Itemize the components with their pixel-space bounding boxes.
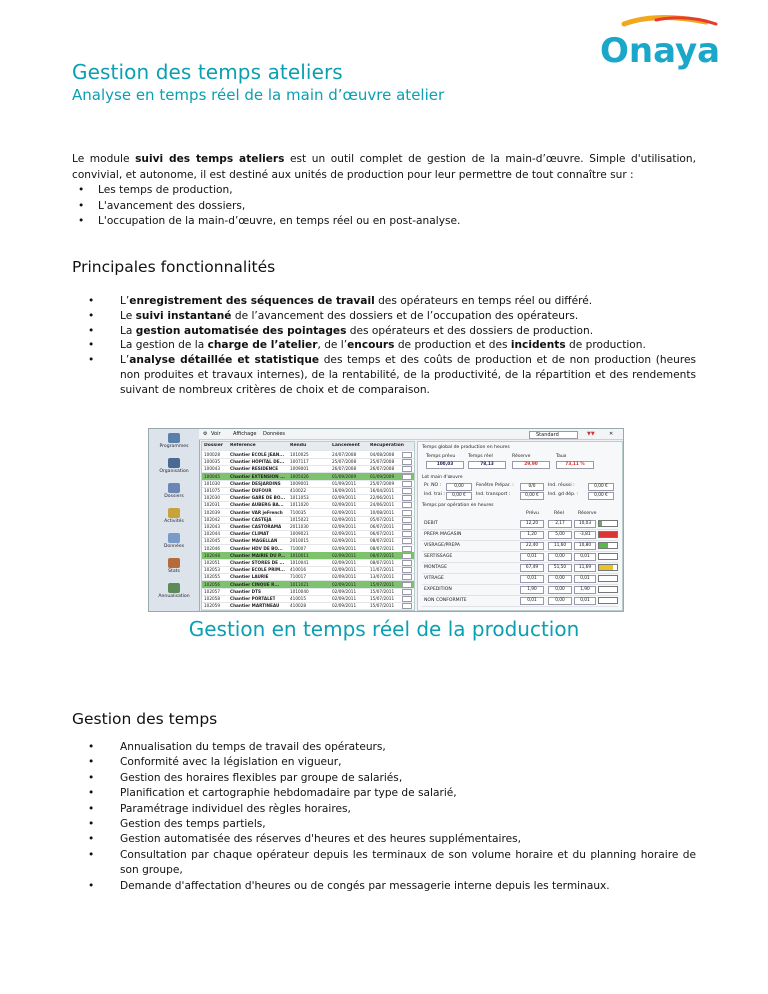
row-checkbox[interactable] (402, 474, 412, 480)
operation-reel: 5,00 (548, 531, 572, 539)
row-checkbox[interactable] (402, 531, 412, 537)
table-cell: 1015021 (290, 516, 309, 522)
global-value: 29,90 (512, 461, 550, 469)
temps-list (96, 740, 696, 894)
table-cell: Chantier EXTENSION ... (230, 473, 285, 479)
table-cell: 02/09/2011 (332, 545, 357, 551)
row-checkbox[interactable] (402, 452, 412, 458)
operation-row[interactable] (422, 585, 618, 596)
progress-gauge (598, 542, 618, 549)
row-checkbox[interactable] (402, 567, 412, 573)
table-cell: 24/07/2008 (332, 452, 357, 457)
operation-reel: 0,00 (548, 575, 572, 583)
filter-icon[interactable]: ▼▼ (587, 431, 595, 437)
global-value: 100,03 (426, 461, 464, 469)
table-cell: 102046 (204, 545, 220, 551)
table-cell: 1010040 (290, 588, 309, 594)
table-cell: 2010015 (290, 538, 309, 544)
table-cell: 102039 (204, 509, 220, 515)
table-cell: 02/09/2011 (332, 509, 357, 515)
sidebar-item-label: Annualisation (158, 594, 190, 599)
column-header[interactable]: Rendu (290, 443, 307, 448)
table-cell: Chantier ECOLE JEAN... (230, 452, 285, 457)
operation-name: EXPEDITION (424, 587, 452, 592)
operation-prevu: 12,20 (520, 520, 544, 528)
view-select[interactable]: Standard (529, 431, 578, 439)
operation-prevu: 0,01 (520, 575, 544, 583)
table-cell: 10/08/2011 (370, 509, 395, 515)
sidebar-item-dossiers[interactable] (155, 483, 193, 499)
table-cell: 1010025 (290, 452, 309, 457)
operation-reel: 51,50 (548, 564, 572, 572)
table-cell: 1007117 (290, 459, 309, 465)
table-cell: 1009001 (290, 466, 309, 472)
table-cell: 24/06/2011 (370, 502, 395, 508)
table-cell: 25/07/2008 (370, 459, 395, 465)
activités-icon (168, 508, 180, 518)
table-cell: 1009001 (290, 480, 309, 486)
table-cell: Chantier GARE DE BO... (230, 495, 286, 501)
table-cell: Chantier CINQUE R... (230, 581, 280, 587)
ops-col-label: Réel (554, 511, 564, 516)
table-cell: 102043 (204, 524, 220, 529)
row-checkbox[interactable] (402, 596, 412, 602)
table-cell: 15/07/2011 (370, 596, 395, 601)
table-cell: 08/07/2011 (370, 545, 395, 551)
ops-col-label: Prévu (526, 511, 539, 516)
table-cell: 02/09/2011 (332, 495, 357, 501)
operation-reserve: 1,90 (574, 586, 596, 594)
table-cell: 08/07/2011 (370, 552, 395, 558)
table-cell: 102053 (204, 567, 220, 573)
feature-item: • La gestion automatisée des pointages des opérateurs et des dossiers de production. (96, 324, 696, 339)
table-cell: 100043 (204, 466, 220, 472)
table-cell: 102057 (204, 588, 220, 594)
table-cell: 102031 (204, 502, 220, 508)
operation-row[interactable] (422, 541, 618, 552)
progress-fill (599, 543, 608, 548)
table-cell: 04/08/2008 (370, 452, 395, 457)
dossier-grid (201, 441, 415, 611)
hours-value: 0,00 € (520, 492, 544, 500)
row-checkbox[interactable] (402, 510, 412, 516)
table-cell: 02/09/2011 (332, 588, 357, 594)
menu-affichage[interactable]: Affichage (233, 431, 257, 437)
row-checkbox[interactable] (402, 481, 412, 487)
operation-reel: 0,00 (548, 586, 572, 594)
operation-reel: 2,17 (548, 520, 572, 528)
progress-gauge (598, 531, 618, 538)
table-cell: 02/09/2011 (332, 531, 357, 537)
row-checkbox[interactable] (402, 560, 412, 566)
table-cell: 1010041 (290, 560, 309, 565)
page-title: Gestion des temps ateliers (72, 60, 343, 84)
table-cell: Chantier DTS (230, 588, 262, 594)
row-checkbox[interactable] (402, 546, 412, 552)
operation-reel: 11,60 (548, 542, 572, 550)
table-cell: 15/07/2011 (370, 603, 395, 609)
table-cell: 1011021 (290, 581, 309, 587)
home-icon: ⚙ (203, 431, 208, 437)
row-checkbox[interactable] (402, 574, 412, 580)
table-cell: 102056 (204, 581, 220, 587)
sidebar-item-label: Activités (164, 519, 184, 524)
operation-reserve: 0,01 (574, 553, 596, 561)
stats-icon (168, 558, 180, 568)
row-checkbox[interactable] (402, 589, 412, 595)
sidebar-item-label: Programmes (159, 444, 189, 449)
table-cell: 02/09/2011 (332, 538, 357, 544)
sidebar-item-annualisation[interactable] (155, 583, 193, 599)
operation-name: VISRAGE/PREPA (424, 543, 460, 548)
hours-title: Lot main d'œuvre (422, 475, 463, 480)
operation-name: SERTISSAGE (424, 554, 453, 559)
hours-label: Pr. NO : (424, 483, 442, 488)
hours-label: Ind. trai : (424, 492, 445, 497)
global-time-title: Temps global de production en heures (422, 445, 510, 450)
table-cell: 26/07/2008 (332, 466, 357, 472)
table-cell: 1011020 (290, 502, 309, 508)
table-cell: Chantier HDV DE BO... (230, 545, 283, 551)
table-cell: Chantier CASTEJA (230, 516, 272, 522)
table-cell: 1005426 (290, 473, 309, 479)
table-cell: 1011053 (290, 495, 309, 501)
sidebar-item-activités[interactable] (155, 508, 193, 524)
operation-name: MONTAGE (424, 565, 447, 570)
table-cell: 102055 (204, 574, 220, 580)
annualisation-icon (168, 583, 180, 593)
table-cell: 02/09/2011 (332, 581, 357, 587)
operation-name: PREPA MAGASIN (424, 532, 462, 537)
production-panel (417, 441, 623, 611)
table-cell: 100028 (204, 452, 220, 457)
section-title: Gestion en temps réel de la production (188, 617, 580, 641)
sidebar-item-label: Données (163, 544, 185, 549)
table-cell: Chantier MAIRIE DU P... (230, 552, 286, 558)
table-cell: Chantier MARTINEAU (230, 603, 280, 609)
column-header[interactable]: Référence (230, 443, 256, 448)
progress-gauge (598, 564, 618, 571)
table-cell: 02/09/2011 (332, 574, 357, 580)
features-list (96, 294, 696, 398)
onaya-logo (596, 14, 746, 70)
table-cell: 08/07/2011 (370, 538, 395, 544)
sidebar-item-programmes[interactable] (155, 433, 193, 449)
progress-gauge (598, 575, 618, 582)
operation-name: NON CONFORMITE (424, 598, 467, 603)
hours-value: 0,00 € (588, 492, 614, 500)
sidebar-item-label: Organisation (159, 469, 189, 474)
table-cell: Chantier RESIDENCE (230, 466, 279, 472)
table-cell: Chantier CASTORAMA (230, 524, 282, 529)
global-col-label: Temps réel (468, 454, 493, 459)
table-cell: 102042 (204, 516, 220, 522)
table-cell: Chantier STORES DE ... (230, 560, 285, 565)
row-checkbox[interactable] (402, 553, 412, 559)
table-cell: 102048 (204, 552, 220, 558)
table-cell: Chantier AUBERG BA... (230, 502, 284, 508)
table-cell: 02/09/2011 (332, 516, 357, 522)
programmes-icon (168, 433, 180, 443)
table-cell: Chantier CLIMAT (230, 531, 269, 537)
progress-fill (599, 565, 613, 570)
table-cell: 02/09/2011 (332, 502, 357, 508)
temps-item: • Annualisation du temps de travail des opérateurs, (96, 740, 696, 755)
app-menubar (199, 429, 623, 440)
table-cell: 410015 (290, 596, 306, 601)
table-cell: 25/07/2009 (370, 480, 395, 486)
table-cell: 01/09/2009 (332, 473, 357, 479)
operation-reel: 0,00 (548, 597, 572, 605)
table-cell: 25/07/2008 (332, 459, 357, 465)
row-checkbox[interactable] (402, 488, 412, 494)
progress-gauge (598, 586, 618, 593)
sidebar-item-données[interactable] (155, 533, 193, 549)
table-cell: 02/09/2011 (332, 524, 357, 529)
temps-item: • Conformité avec la législation en vigueur, (96, 755, 696, 770)
operation-row[interactable] (422, 552, 618, 563)
row-checkbox[interactable] (402, 502, 412, 508)
hours-value: 0/0 (520, 483, 544, 491)
temps-item: • Planification et cartographie hebdomadaire par type de salarié, (96, 786, 696, 801)
features-heading: Principales fonctionnalités (72, 258, 276, 276)
table-cell: 102059 (204, 603, 220, 609)
table-cell: 410028 (290, 603, 306, 609)
intro-item: • L'avancement des dossiers, (72, 199, 696, 215)
organisation-icon (168, 458, 180, 468)
table-cell: 08/07/2011 (370, 560, 395, 565)
row-checkbox[interactable] (402, 603, 412, 609)
table-cell: 15/07/2011 (370, 581, 395, 587)
hours-label: Fenêtre Prépar. : (476, 483, 514, 488)
table-cell: 06/07/2011 (370, 524, 395, 529)
operation-reserve: 10,03 (574, 520, 596, 528)
operation-prevu: 22,40 (520, 542, 544, 550)
menu-donnees[interactable]: Données (263, 431, 286, 437)
progress-gauge (598, 553, 618, 560)
temps-item: • Gestion des horaires flexibles par groupe de salariés, (96, 771, 696, 786)
operation-reserve: 10,80 (574, 542, 596, 550)
table-cell: 05/07/2011 (370, 516, 395, 522)
table-cell: 102051 (204, 560, 220, 565)
global-value: 73,11 % (556, 461, 594, 469)
table-cell: 02/09/2011 (332, 603, 357, 609)
table-cell: Chantier LAURIE (230, 574, 269, 580)
menu-voir[interactable]: Voir (211, 431, 221, 437)
table-cell: 15/07/2011 (370, 588, 395, 594)
temps-item: • Gestion des temps partiels, (96, 817, 696, 832)
page-subtitle: Analyse en temps réel de la main d’œuvre atelier (72, 86, 445, 104)
table-cell: 101075 (204, 488, 220, 493)
operation-prevu: 1,20 (520, 531, 544, 539)
table-cell: 102058 (204, 596, 220, 601)
ops-title: Temps par opération en heures (422, 503, 494, 508)
table-cell: 11/07/2011 (370, 567, 395, 573)
table-cell: 16/04/2011 (370, 488, 395, 493)
table-cell: 710035 (290, 509, 306, 515)
table-cell: 22/06/2011 (370, 495, 395, 501)
operation-prevu: 0,01 (520, 553, 544, 561)
données-icon (168, 533, 180, 543)
table-cell: 02/09/2011 (332, 567, 357, 573)
intro-item: • L'occupation de la main-d’œuvre, en temps réel ou en post-analyse. (72, 214, 696, 230)
operation-reserve: 0,01 (574, 575, 596, 583)
table-cell: 710017 (290, 574, 306, 580)
intro-paragraph: Le module suivi des temps ateliers est un outil complet de gestion de la main-d’œuvre. Simple d'utilisation, convivial, et autonome, il est destiné aux unités de production pour leur permettre de tout connaître sur : • Les temps de production, • L'avancement des dossiers, • L'occupation de la main-d’œuvre, en temps réel ou en post-analyse. (72, 152, 696, 230)
intro-item: • Les temps de production, (72, 183, 696, 199)
feature-item: • L’analyse détaillée et statistique des temps et des coûts de production et de non production (heures non produites et travaux internes), de la rentabilité, de la productivité, de la répartition et des rendements suivant de nombreux critères de choix et de comparaison. (96, 353, 696, 397)
hours-value: 0,00 € (588, 483, 614, 491)
close-icon[interactable]: ✕ (609, 431, 614, 437)
table-cell: 16/09/2011 (332, 488, 357, 493)
table-cell: 100035 (204, 459, 220, 465)
table-cell: 01/09/2009 (370, 473, 395, 479)
operation-reserve: 11,69 (574, 564, 596, 572)
operation-row[interactable] (422, 563, 618, 574)
table-cell: Chantier DUFOUR (230, 488, 272, 493)
progress-fill (599, 532, 617, 537)
sidebar-item-label: Dossiers (164, 494, 184, 499)
progress-gauge (598, 597, 618, 604)
table-cell: 710007 (290, 545, 306, 551)
operation-prevu: 0,01 (520, 597, 544, 605)
column-header[interactable]: Récupération (370, 443, 404, 448)
table-cell: Chantier PORTALET (230, 596, 276, 601)
feature-item: • Le suivi instantané de l’avancement des dossiers et de l’occupation des opérateurs. (96, 309, 696, 324)
table-cell: 2011030 (290, 524, 309, 529)
table-cell: 13/07/2011 (370, 574, 395, 580)
global-col-label: Réserve (512, 454, 531, 459)
row-checkbox[interactable] (402, 524, 412, 530)
dossiers-icon (168, 483, 180, 493)
operation-prevu: 1,90 (520, 586, 544, 594)
table-cell: 100045 (204, 473, 220, 479)
sidebar-item-stats[interactable] (155, 558, 193, 574)
sidebar-item-organisation[interactable] (155, 458, 193, 474)
operation-reserve: 0,01 (574, 597, 596, 605)
sidebar-item-label: Stats (168, 569, 180, 574)
row-checkbox[interactable] (402, 495, 412, 501)
table-cell: 410022 (290, 488, 306, 493)
table-cell: 02/09/2011 (332, 552, 357, 558)
operation-prevu: 67,49 (520, 564, 544, 572)
table-cell: 101030 (204, 480, 220, 486)
temps-item: • Gestion automatisée des réserves d'heures et des heures supplémentaires, (96, 832, 696, 847)
operation-row[interactable] (422, 574, 618, 585)
table-cell: Chantier MAGELLAN (230, 538, 278, 544)
table-cell: 06/07/2011 (370, 531, 395, 537)
global-col-label: Taux (556, 454, 567, 459)
table-cell: Chantier VAR jeFrench (230, 509, 283, 515)
hours-label: Ind. transport : (476, 492, 511, 497)
row-checkbox[interactable] (402, 538, 412, 544)
column-header[interactable]: Dossier (204, 443, 223, 448)
table-cell: 02/09/2011 (332, 560, 357, 565)
hours-value: 0,00 € (446, 492, 472, 500)
feature-item: • L’enregistrement des séquences de travail des opérateurs en temps réel ou différé. (96, 294, 696, 309)
svg-text:Onaya: Onaya (600, 31, 721, 70)
app-screenshot (148, 428, 624, 612)
row-checkbox[interactable] (402, 582, 412, 588)
temps-item: • Consultation par chaque opérateur depuis les terminaux de son volume horaire et du planning horaire de son groupe, (96, 848, 696, 879)
table-cell: 1010011 (290, 552, 309, 558)
table-row[interactable] (202, 602, 414, 610)
operation-reserve: -3,81 (574, 531, 596, 539)
global-col-label: Temps prévu (426, 454, 456, 459)
feature-item: • La gestion de la charge de l’atelier, de l’encours de production et des incidents de production. (96, 338, 696, 353)
operation-reel: 0,00 (548, 553, 572, 561)
operation-row[interactable] (422, 519, 618, 530)
operation-row[interactable] (422, 530, 618, 541)
progress-gauge (598, 520, 618, 527)
row-checkbox[interactable] (402, 459, 412, 465)
table-cell: 01/09/2011 (332, 480, 357, 486)
operation-row[interactable] (422, 596, 618, 607)
row-checkbox[interactable] (402, 466, 412, 472)
global-value: 78,13 (468, 461, 506, 469)
row-checkbox[interactable] (402, 517, 412, 523)
table-cell: 1009021 (290, 531, 309, 537)
operation-name: VITRAGE (424, 576, 444, 581)
table-cell: 102045 (204, 538, 220, 544)
operation-name: DEBIT (424, 521, 438, 526)
column-header[interactable]: Lancement (332, 443, 360, 448)
ops-col-label: Réserve (578, 511, 597, 516)
temps-item: • Demande d'affectation d'heures ou de congés par messagerie interne depuis les terminaux. (96, 879, 696, 894)
hours-label: Ind. gd dép. : (548, 492, 579, 497)
table-cell: 410016 (290, 567, 306, 573)
table-cell: 26/07/2008 (370, 466, 395, 472)
grid-header (202, 442, 414, 451)
temps-heading: Gestion des temps (72, 710, 218, 728)
temps-item: • Paramétrage individuel des règles horaires, (96, 802, 696, 817)
hours-label: Ind. réussi : (548, 483, 575, 488)
table-cell: 102030 (204, 495, 220, 501)
app-sidebar (149, 429, 200, 611)
progress-fill (599, 521, 602, 526)
table-cell: Chantier DESJARDINS (230, 480, 281, 486)
table-cell: 02/09/2011 (332, 596, 357, 601)
table-cell: Chantier HÔPITAL DE... (230, 459, 285, 465)
hours-value: 0,00 (446, 483, 472, 491)
table-cell: Chantier ECOLE PRIM... (230, 567, 285, 573)
table-cell: 102044 (204, 531, 220, 537)
